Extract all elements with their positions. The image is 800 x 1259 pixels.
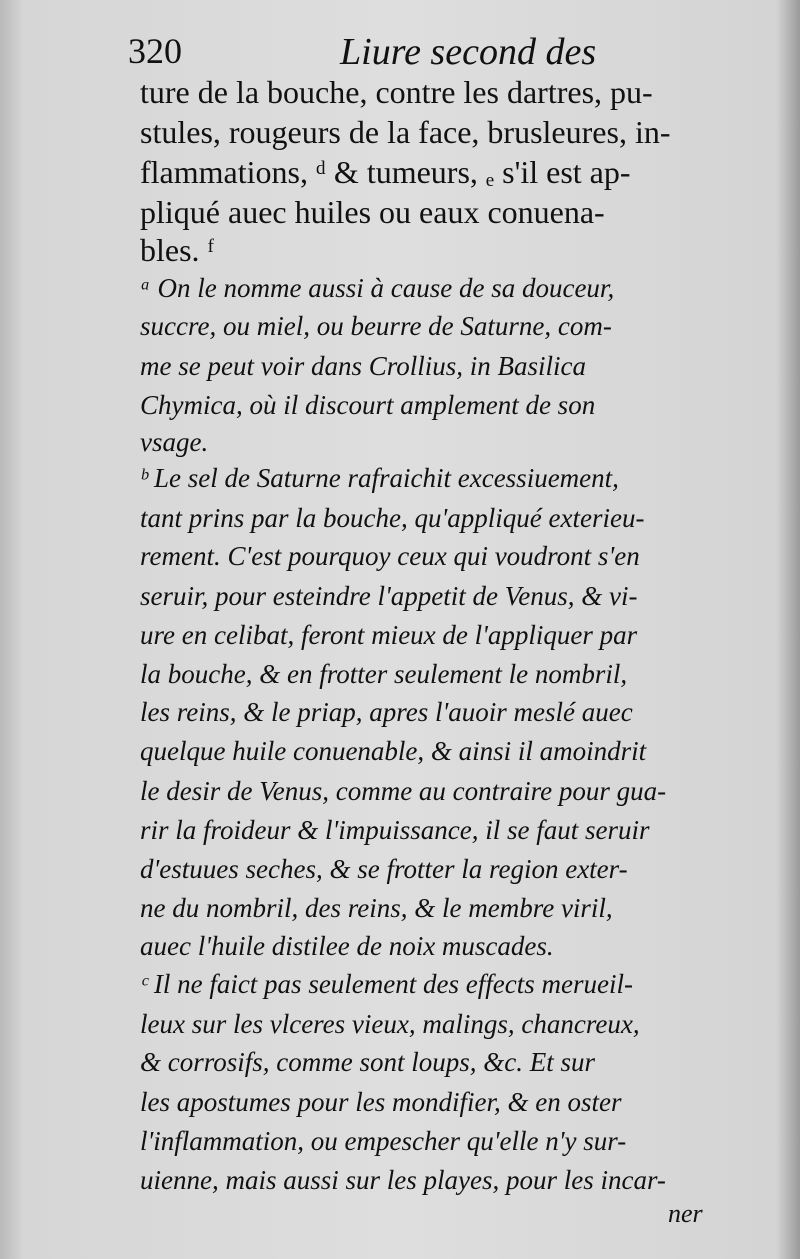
text-line: pliqué auec huiles ou eaux conuena- — [140, 194, 605, 230]
page-number: 320 — [128, 31, 182, 71]
footnote-a-line: vsage. — [140, 427, 209, 457]
text-line: flammations, ᵈ & tumeurs, ₑ s'il est ap- — [140, 154, 631, 190]
footnote-b-line: le desir de Venus, comme au contraire pour gua- — [140, 776, 667, 806]
footnote-b-line: la bouche, & en frotter seulement le nombril, — [140, 659, 628, 689]
footnote-b-line: ure en celibat, feront mieux de l'appliquer par — [140, 620, 638, 650]
footnote-c-line: & corrosifs, comme sont loups, &c. Et sur — [140, 1047, 595, 1077]
footnote-a-line: me se peut voir dans Crollius, in Basilica — [140, 351, 586, 381]
footnote-b-line: les reins, & le priap, apres l'auoir meslé auec — [140, 697, 633, 727]
footnote-c-line: leux sur les vlceres vieux, malings, chancreux, — [140, 1009, 640, 1039]
footnote-c-line: les apostumes pour les mondifier, & en oster — [140, 1087, 622, 1117]
footnote-b-line: d'estuues seches, & se frotter la region exter- — [140, 854, 628, 884]
footnote-a-line: succre, ou miel, ou beurre de Saturne, com- — [140, 311, 612, 341]
running-title: Liure second des — [340, 31, 597, 73]
footnote-b-line: ne du nombril, des reins, & le membre viril, — [140, 893, 613, 923]
text-line: bles. ᶠ — [140, 232, 215, 268]
footnote-b-line: quelque huile conuenable, & ainsi il amoindrit — [140, 736, 647, 766]
footnote-b-line: ᵇ Le sel de Saturne rafraichit excessiuement, — [140, 463, 619, 493]
footnote-c-line: l'inflammation, ou empescher qu'elle n'y sur- — [140, 1126, 627, 1156]
page-header — [128, 24, 788, 74]
footnote-a-line: ᵃ On le nomme aussi à cause de sa douceur, — [140, 273, 615, 303]
footnote-b-line: rir la froideur & l'impuissance, il se faut seruir — [140, 815, 650, 845]
footnote-b-line: tant prins par la bouche, qu'appliqué exterieu- — [140, 503, 645, 533]
text-line: ture de la bouche, contre les dartres, pu- — [140, 74, 653, 110]
catchword: ner — [668, 1199, 703, 1228]
footnote-a-line: Chymica, où il discourt amplement de son — [140, 390, 596, 420]
footnote-b-line: seruir, pour esteindre l'appetit de Venus, & vi- — [140, 581, 638, 611]
text-line: stules, rougeurs de la face, brusleures, in- — [140, 114, 671, 150]
footnote-b-line: auec l'huile distilee de noix muscades. — [140, 931, 554, 961]
footnote-c-line: ᶜ Il ne faict pas seulement des effects merueil- — [140, 969, 633, 999]
footnote-c-line: uienne, mais aussi sur les playes, pour les incar- — [140, 1165, 666, 1195]
footnote-b-line: rement. C'est pourquoy ceux qui voudront s'en — [140, 541, 640, 571]
